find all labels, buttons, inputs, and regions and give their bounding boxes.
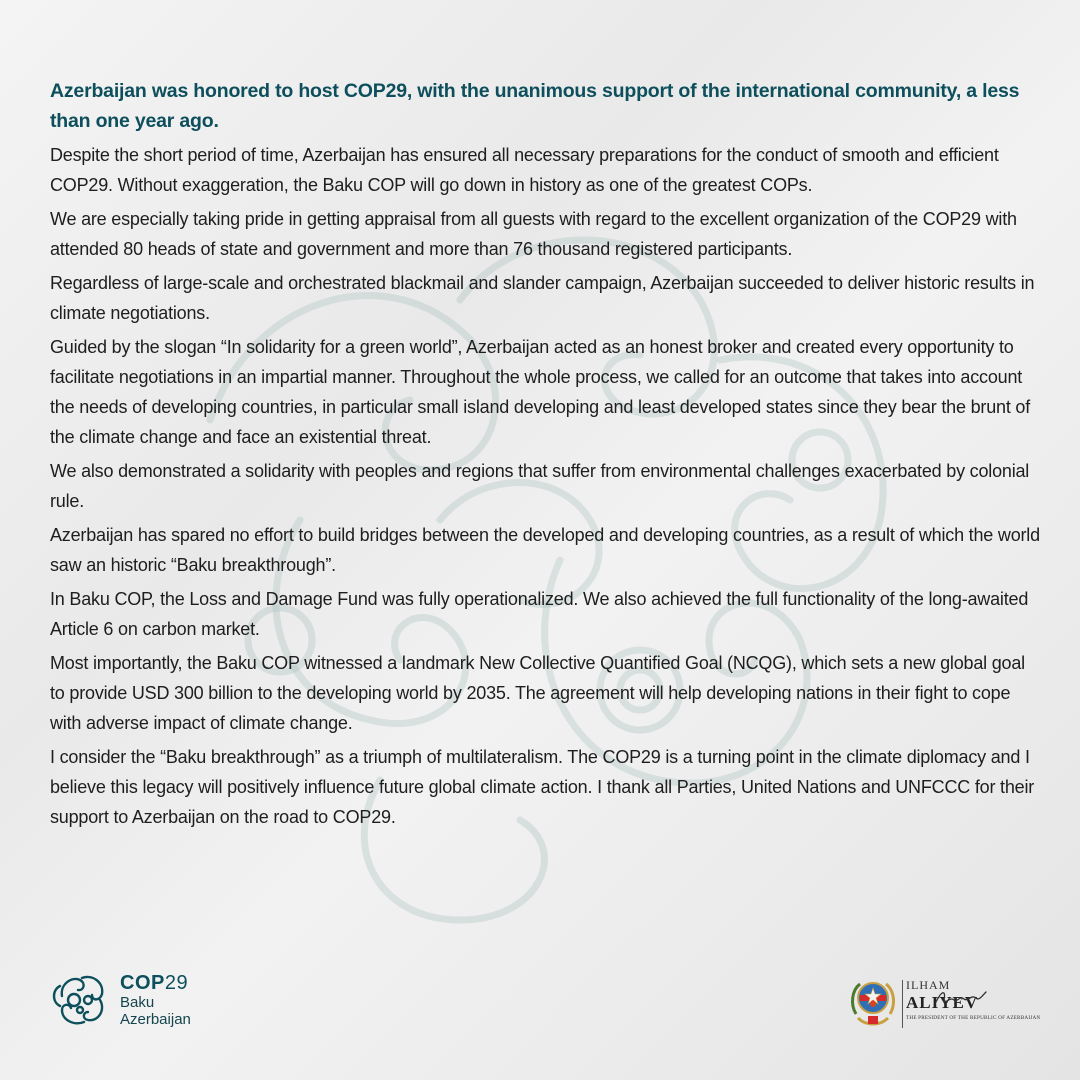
cop-prefix: COP xyxy=(120,972,165,994)
cop29-country: Azerbaijan xyxy=(120,1011,191,1028)
cop29-branding xyxy=(48,966,248,1036)
azerbaijan-emblem-icon xyxy=(848,974,898,1032)
statement-paragraph: I consider the “Baku breakthrough” as a triumph of multilateralism. The COP29 is a turning point in the climate diplomacy and I believe this legacy will positively influence future global climate action. I thank all Parties, United Nations and UNFCCC for their support to Azerbaijan on the road to COP29. xyxy=(50,747,1035,827)
statement-headline: Azerbaijan was honored to host COP29, with the unanimous support of the international community, a less than one year ago. xyxy=(50,80,1020,132)
statement-paragraph: Despite the short period of time, Azerbaijan has ensured all necessary preparations for the conduct of smooth and efficient COP29. Without exaggeration, the Baku COP will go down in history as one of the greatest COPs. xyxy=(50,145,999,195)
cop29-wordmark xyxy=(120,972,191,1028)
president-last-name: ALIYEV xyxy=(906,993,979,1012)
cop29-title xyxy=(120,972,191,994)
president-first-name: ILHAM xyxy=(906,978,951,992)
cop-number: 29 xyxy=(164,972,189,994)
handwritten-signature xyxy=(932,986,988,1010)
president-signature-block xyxy=(848,972,1048,1042)
statement-paragraph: We are especially taking pride in getting appraisal from all guests with regard to the excellent organization of the COP29 with attended 80 heads of state and government and more than 76 thousand registered participants. xyxy=(50,209,1017,259)
divider xyxy=(902,980,903,1028)
statement-paragraph: Guided by the slogan “In solidarity for a green world”, Azerbaijan acted as an honest broker and created every opportunity to facilitate negotiations in an impartial manner. Throughout the whole process, we called for an outcome that takes into account the needs of developing countries, in particular small island developing and least developed states since they bear the brunt of the climate change and face an existential threat. xyxy=(50,337,1031,447)
statement-paragraph: Most importantly, the Baku COP witnessed a landmark New Collective Quantified Goal (NCQG), which sets a new global goal to provide USD 300 billion to the developing world by 2035. The agreement will help developing nations in their fight to cope with adverse impact of climate change. xyxy=(50,653,1025,733)
statement-paragraph: Azerbaijan has spared no effort to build bridges between the developed and developing countries, as a result of which the world saw an historic “Baku breakthrough”. xyxy=(50,525,1040,575)
statement-paragraph: In Baku COP, the Loss and Damage Fund was fully operationalized. We also achieved the full functionality of the long-awaited Article 6 on carbon market. xyxy=(50,589,1029,639)
statement xyxy=(50,76,1040,836)
cop29-city: Baku xyxy=(120,994,155,1011)
statement-paragraph: We also demonstrated a solidarity with peoples and regions that suffer from environmental challenges exacerbated by colonial rule. xyxy=(50,461,1030,511)
statement-paragraph: Regardless of large-scale and orchestrated blackmail and slander campaign, Azerbaijan succeeded to deliver historic results in climate negotiations. xyxy=(50,273,1035,323)
president-title: THE PRESIDENT OF THE REPUBLIC OF AZERBAIJAN xyxy=(906,1015,1041,1021)
cop29-swirl-logo-icon xyxy=(48,966,112,1030)
